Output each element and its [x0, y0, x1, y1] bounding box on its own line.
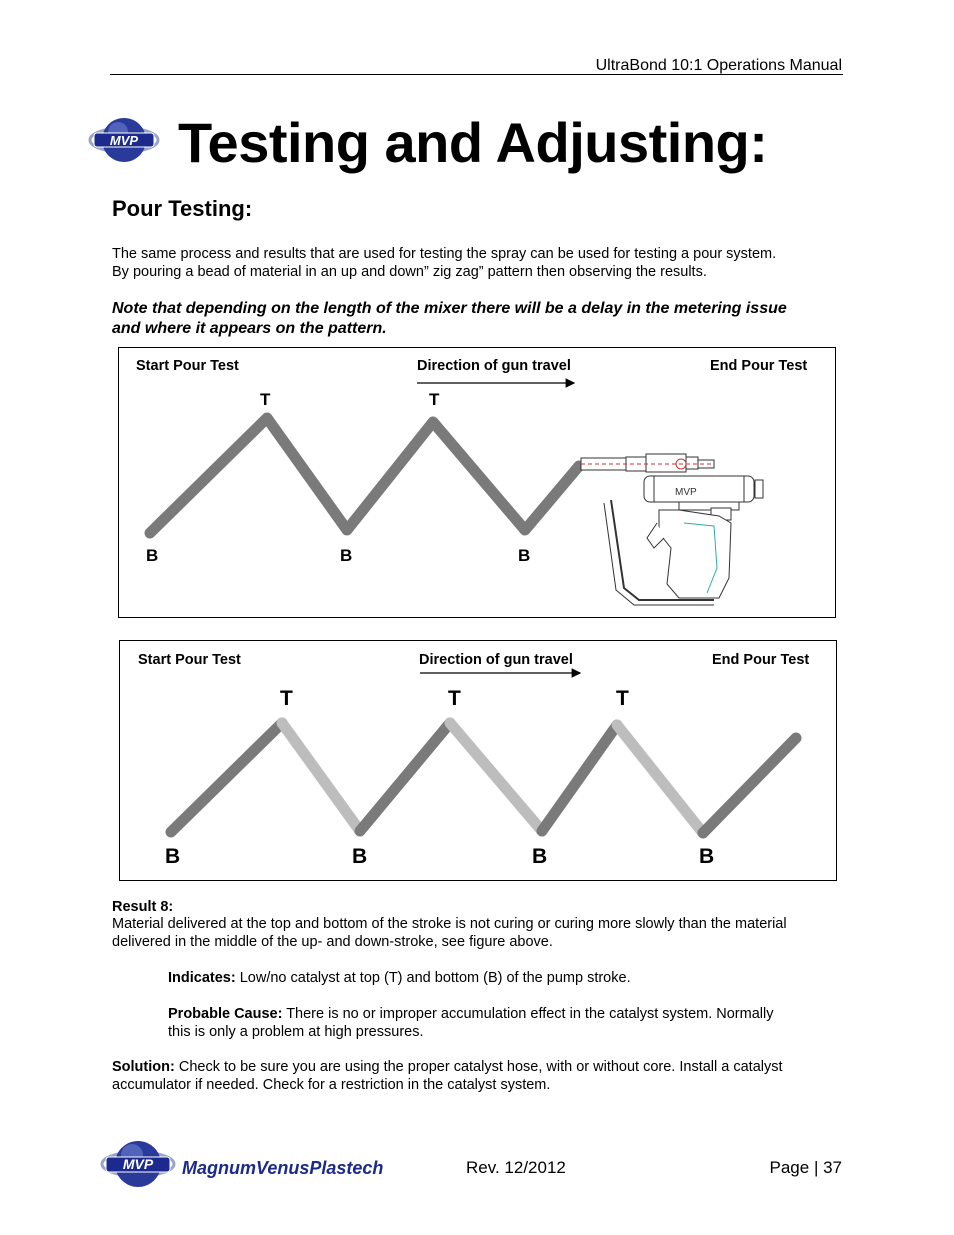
note-line: Note that depending on the length of the mixer there will be a delay in the metering issue	[112, 300, 787, 317]
result-heading: Result 8:	[112, 899, 174, 915]
fig1-start-label: Start Pour Test	[136, 358, 239, 374]
pour-gun-icon	[581, 454, 763, 605]
fig1-bottom-label: B	[518, 546, 531, 565]
fig2-end-label: End Pour Test	[712, 652, 810, 668]
cause-line: this is only a problem at high pressures.	[168, 1024, 424, 1040]
cause-paragraph	[168, 1005, 773, 1041]
fig2-bottom-label: B	[352, 845, 368, 868]
page-title: Testing and Adjusting:	[178, 111, 768, 174]
fig1-bottom-label: B	[340, 546, 353, 565]
figure-pour-test-1	[118, 347, 836, 618]
fig2-zigzag-diagram	[120, 641, 836, 880]
cause-line: There is no or improper accumulation effect in the catalyst system. Normally	[282, 1006, 774, 1022]
intro-line: The same process and results that are used for testing the spray can be used for testing a pour system.	[112, 246, 777, 262]
fig2-top-label: T	[280, 687, 293, 710]
solution-label: Solution:	[112, 1059, 175, 1075]
header-rule	[110, 74, 843, 75]
footer-badge-text: MVP	[122, 1156, 154, 1172]
footer-page-number: Page | 37	[769, 1158, 842, 1177]
fig2-bottom-label: B	[165, 845, 181, 868]
note-line: and where it appears on the pattern.	[112, 320, 387, 337]
fig2-bead-stroke	[171, 723, 796, 833]
note-paragraph	[112, 299, 787, 339]
section-title: Pour Testing:	[112, 196, 253, 221]
intro-line: By pouring a bead of material in an up and down” zig zag” pattern then observing the results.	[112, 264, 707, 280]
fig2-direction-label: Direction of gun travel	[419, 652, 573, 668]
footer-brand-text: MagnumVenusPlastech	[182, 1158, 384, 1178]
fig1-top-label: T	[429, 390, 440, 409]
result-paragraph	[112, 915, 787, 951]
gun-brand-text: MVP	[675, 487, 697, 498]
solution-paragraph	[112, 1058, 783, 1094]
fig2-start-label: Start Pour Test	[138, 652, 241, 668]
fig2-bottom-label: B	[532, 845, 548, 868]
manual-title: UltraBond 10:1 Operations Manual	[595, 57, 842, 74]
footer-revision: Rev. 12/2012	[466, 1158, 566, 1177]
fig2-bottom-label: B	[699, 845, 715, 868]
solution-line: Check to be sure you are using the proper catalyst hose, with or without core. Install a catalyst	[174, 1059, 783, 1075]
indicates-text: Low/no catalyst at top (T) and bottom (B) of the pump stroke.	[235, 970, 631, 986]
indicates-label: Indicates:	[168, 970, 236, 986]
fig2-top-label: T	[448, 687, 461, 710]
solution-line: accumulator if needed. Check for a restriction in the catalyst system.	[112, 1077, 551, 1093]
fig1-zigzag-diagram	[119, 348, 835, 617]
figure-pour-test-2	[119, 640, 837, 881]
cause-label: Probable Cause:	[168, 1006, 283, 1022]
logo-badge-text: MVP	[109, 133, 139, 148]
fig1-bottom-label: B	[146, 546, 159, 565]
footer-mvp-logo-icon	[100, 1134, 180, 1194]
fig1-end-label: End Pour Test	[710, 358, 808, 374]
result-line: Material delivered at the top and bottom of the stroke is not curing or curing more slowly than the material	[112, 916, 787, 932]
result-line: delivered in the middle of the up- and down-stroke, see figure above.	[112, 934, 553, 950]
fig2-top-label: T	[616, 687, 629, 710]
fig1-top-label: T	[260, 390, 271, 409]
mvp-logo-icon	[88, 112, 160, 168]
indicates-paragraph	[168, 969, 631, 987]
intro-paragraph	[112, 245, 776, 281]
fig1-direction-label: Direction of gun travel	[417, 358, 571, 374]
fig1-bead-stroke	[150, 418, 579, 533]
